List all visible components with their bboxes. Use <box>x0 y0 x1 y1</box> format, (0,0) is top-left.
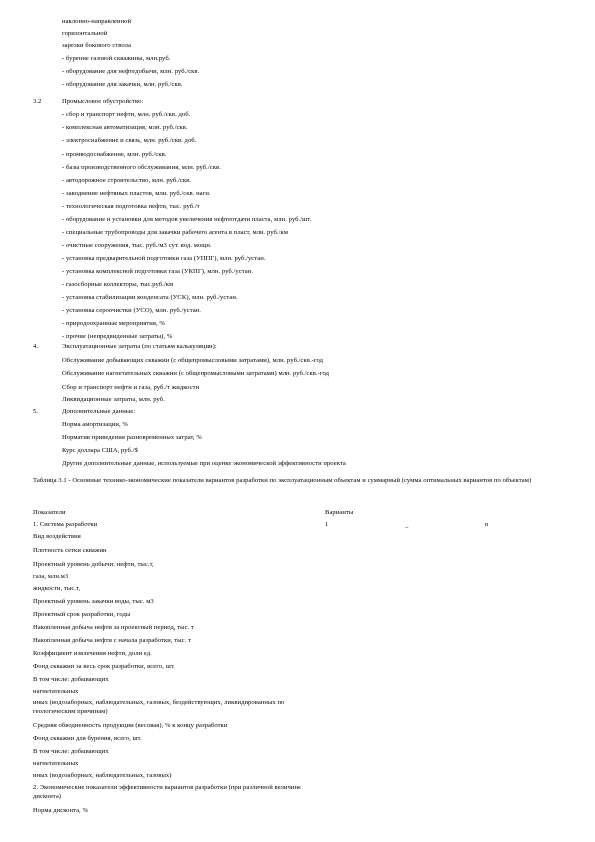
table-header-indicators: Показатели <box>33 509 66 516</box>
list-item: - прочие (непредвиденные затраты), % <box>62 333 173 340</box>
table-row: Накопленная добыча нефти за проектный период, тыс. т <box>33 624 194 631</box>
table-row: нагнетательных <box>33 688 79 695</box>
table-row: Проектный уровень закачки воды, тыс. м3 <box>33 598 154 605</box>
table-row: Вид воздействия <box>33 533 81 540</box>
table-row: В том числе: добывающих <box>33 676 109 683</box>
list-item: - очистные сооружения, тыс. руб./м3 сут. вод. мощн. <box>62 242 212 249</box>
table-row: Фонд скважин за весь срок разработки, всего, шт. <box>33 663 175 670</box>
table-row: Накопленная добыча нефти с начала разработки, тыс. т <box>33 637 191 644</box>
table-row: газа, млн.м3 <box>33 573 69 580</box>
section-title: Эксплуатационные затраты (по статьям калькуляции): <box>62 343 217 350</box>
list-item: - оборудование и установки для методов увеличения нефтеотдачи пласта, млн. руб./шт. <box>62 216 312 223</box>
text-line: горизонтальной <box>62 30 108 37</box>
list-item: Норматив приведения разновременных затрат, % <box>62 434 202 441</box>
list-item: Обслуживание нагнетательных скважин (с общепромысловыми затратами) млн. руб./скв.-год <box>62 370 330 377</box>
table-row: Средняя обводненность продукции (весовая), % к концу разработки <box>33 722 228 729</box>
table-row: В том числе: добывающих <box>33 748 109 755</box>
list-item: Ликвидационные затраты, млн. руб. <box>62 396 165 403</box>
table-caption: Таблица 3.1 - Основные технико-экономические показатели вариантов разработки по эксплуатационным объектам и суммарный (сумма оптимальных вариантов по объектам) <box>33 477 532 484</box>
list-item: - установка комплексной подготовки газа (УКПГ), млн. руб./устан. <box>62 268 253 275</box>
list-item: - комплексная автоматизация, млн. руб./скв. <box>62 124 188 131</box>
section-title: Дополнительные данные: <box>62 408 136 415</box>
list-item: Курс доллара США, руб./$ <box>62 447 138 454</box>
list-item: - природоохранные мероприятия, % <box>62 320 165 327</box>
table-row: 2. Экономические показатели эффективности вариантов разработки (при различной величине дисконта) <box>33 784 302 800</box>
section-number: 5. <box>33 408 38 415</box>
list-item: - сбор и транспорт нефти, млн. руб./скв. доб. <box>62 111 191 118</box>
list-item: - установка сероочистки (УСО), млн. руб./устан. <box>62 307 201 314</box>
text-line: наклонно-направленной <box>62 18 132 25</box>
table-row: нагнетательных <box>33 760 79 767</box>
table-row: иных (водозаборных, наблюдательных, газовых, бездействующих, ликвидированных по геологическим причинам) <box>33 699 285 715</box>
table-row: 1. Система разработки <box>33 521 98 528</box>
list-item: - промводоснабжение, млн. руб./скв. <box>62 151 167 158</box>
table-row: жидкости, тыс.т, <box>33 585 81 592</box>
section-number: 4. <box>33 343 38 350</box>
list-item: - газосборные коллекторы, тыс.руб./км <box>62 281 174 288</box>
list-item: - установка предварительной подготовки газа (УППГ), млн. руб./устан. <box>62 255 266 262</box>
list-item: - электроснабжение и связь, млн. руб./скв. доб. <box>62 137 197 144</box>
list-item: - технологическая подготовка нефти, тыс. руб./т <box>62 203 200 210</box>
table-row: Проектный срок разработки, годы <box>33 611 131 618</box>
variant-mid: _ <box>405 522 409 529</box>
text-line: - оборудование для нефтедобычи, млн. руб./скв. <box>62 68 200 75</box>
section-number: 3.2 <box>33 98 42 105</box>
table-row: Фонд скважин для бурения, всего, шт. <box>33 735 142 742</box>
variant-first: 1 <box>325 521 329 528</box>
text-line: - бурение газовой скважины, млн.руб. <box>62 55 171 62</box>
section-title: Промысловое обустройство: <box>62 98 144 105</box>
text-line: зарезки бокового ствола <box>62 42 131 49</box>
list-item: Норма амортизации, % <box>62 421 128 428</box>
list-item: - заводнение нефтяных пластов, млн. руб./скв. нагн. <box>62 190 211 197</box>
table-row: иных (водозаборных, наблюдательных, газовых) <box>33 772 172 779</box>
table-row: Плотность сетки скважин <box>33 547 107 554</box>
list-item: - базы производственного обслуживания, млн. руб./скв. <box>62 164 221 171</box>
table-row: Проектный уровень добычи: нефти, тыс.т, <box>33 561 154 568</box>
text-line: - оборудование для закачки, млн. руб./скв. <box>62 81 183 88</box>
table-header-variants: Варианты <box>325 509 354 516</box>
list-item: - специальные трубопроводы для закачки рабочего агента в пласт, млн. руб./км <box>62 229 288 236</box>
table-row: Норма дисконта, % <box>33 807 88 814</box>
list-item: Обслуживание добывающих скважин (с общепромысловыми затратами), млн. руб./скв.-год <box>62 357 324 364</box>
list-item: - установка стабилизации конденсата (УСК), млн. руб./устан. <box>62 294 238 301</box>
variant-last: n <box>485 521 489 528</box>
list-item: Сбор и транспорт нефти и газа, руб./т жидкости <box>62 384 200 391</box>
list-item: Другие дополнительные данные, используемые при оценке экономической эффективности проекта <box>62 460 346 467</box>
list-item: - автодорожное строительство, млн. руб./скв. <box>62 177 191 184</box>
table-row: Коэффициент извлечения нефти, доли ед. <box>33 650 152 657</box>
